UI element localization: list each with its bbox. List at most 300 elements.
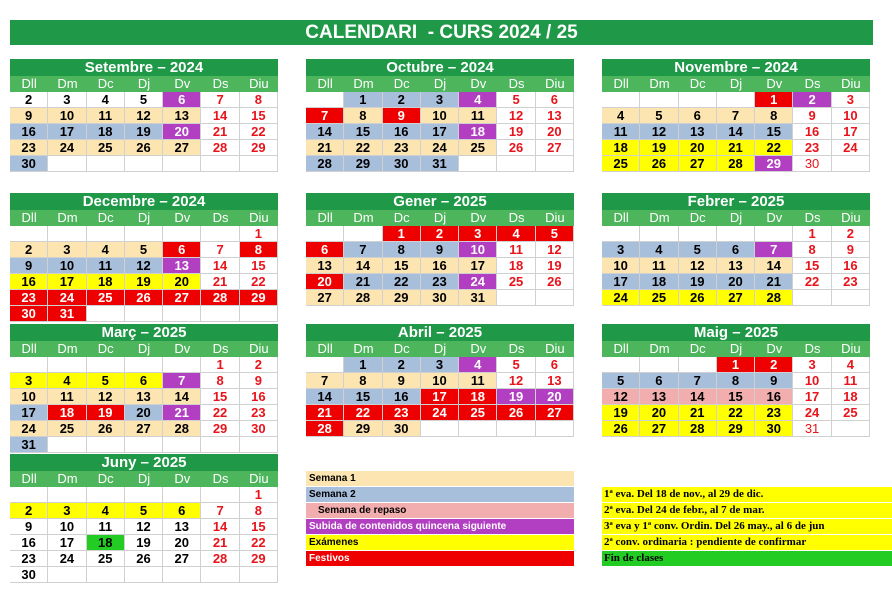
day-cell: 20 [163, 535, 201, 551]
day-cell: 22 [717, 405, 755, 421]
day-cell: 28 [201, 290, 239, 306]
day-cell: 11 [87, 519, 125, 535]
day-cell [344, 226, 382, 242]
day-cell: 1 [344, 92, 382, 108]
day-cell: 31 [459, 290, 497, 306]
day-cell: 10 [793, 373, 831, 389]
month-grid [10, 471, 278, 583]
day-cell: 11 [459, 373, 497, 389]
day-cell: 27 [640, 421, 678, 437]
weekday-header: Dll [10, 471, 48, 487]
day-cell [48, 437, 86, 453]
day-cell: 13 [679, 124, 717, 140]
day-cell: 20 [536, 124, 574, 140]
day-cell: 14 [755, 258, 793, 274]
day-cell: 5 [497, 357, 535, 373]
day-cell [832, 421, 870, 437]
day-cell: 8 [793, 242, 831, 258]
day-cell: 22 [240, 535, 278, 551]
month-title: Decembre – 2024 [10, 193, 278, 210]
day-cell: 13 [536, 108, 574, 124]
day-cell: 19 [87, 405, 125, 421]
weekday-header: Dm [344, 76, 382, 92]
day-cell: 29 [717, 421, 755, 437]
day-cell: 26 [125, 140, 163, 156]
weekday-header: Dv [163, 471, 201, 487]
day-cell [602, 226, 640, 242]
day-cell [125, 156, 163, 172]
day-cell: 8 [240, 92, 278, 108]
day-cell: 5 [536, 226, 574, 242]
day-cell [125, 487, 163, 503]
day-cell: 14 [201, 519, 239, 535]
month-title: Març – 2025 [10, 324, 278, 341]
day-cell: 20 [125, 405, 163, 421]
weekday-header: Ds [793, 76, 831, 92]
weekday-header: Dc [87, 341, 125, 357]
day-cell [240, 567, 278, 583]
day-cell [87, 487, 125, 503]
day-cell: 19 [602, 405, 640, 421]
day-cell: 17 [421, 389, 459, 405]
day-cell: 22 [793, 274, 831, 290]
day-cell: 6 [163, 92, 201, 108]
weekday-header: Dc [679, 341, 717, 357]
weekday-header: Dc [679, 76, 717, 92]
day-cell: 29 [240, 290, 278, 306]
day-cell: 2 [240, 357, 278, 373]
day-cell: 14 [201, 258, 239, 274]
day-cell: 23 [10, 551, 48, 567]
day-cell: 13 [640, 389, 678, 405]
day-cell: 21 [717, 140, 755, 156]
day-cell: 17 [48, 124, 86, 140]
day-cell: 23 [10, 290, 48, 306]
weekday-header: Ds [201, 341, 239, 357]
day-cell: 30 [383, 156, 421, 172]
day-cell: 2 [10, 503, 48, 519]
weekday-header: Dv [163, 210, 201, 226]
month-grid [306, 341, 574, 437]
day-cell: 17 [602, 274, 640, 290]
day-cell [10, 357, 48, 373]
day-cell: 28 [344, 290, 382, 306]
day-cell: 28 [163, 421, 201, 437]
day-cell: 13 [163, 258, 201, 274]
day-cell: 30 [755, 421, 793, 437]
day-cell: 6 [163, 503, 201, 519]
day-cell: 15 [240, 519, 278, 535]
day-cell: 7 [201, 242, 239, 258]
day-cell: 15 [240, 108, 278, 124]
day-cell: 28 [679, 421, 717, 437]
day-cell: 14 [306, 389, 344, 405]
day-cell: 7 [755, 242, 793, 258]
day-cell: 25 [832, 405, 870, 421]
weekday-header: Dll [602, 210, 640, 226]
day-cell [201, 437, 239, 453]
day-cell [163, 226, 201, 242]
day-cell: 23 [421, 274, 459, 290]
day-cell: 18 [459, 389, 497, 405]
weekday-header: Dc [679, 210, 717, 226]
day-cell: 5 [87, 373, 125, 389]
weekday-header: Ds [793, 210, 831, 226]
legend-item: Subida de contenidos quincena siguiente [306, 519, 574, 534]
day-cell [163, 487, 201, 503]
weekday-header: Dv [459, 341, 497, 357]
day-cell [497, 156, 535, 172]
day-cell: 29 [344, 421, 382, 437]
day-cell: 18 [48, 405, 86, 421]
note-item: 2ª conv. ordinaria : pendiente de confirmar [602, 535, 892, 550]
day-cell: 24 [602, 290, 640, 306]
weekday-header: Ds [497, 341, 535, 357]
day-cell: 7 [201, 92, 239, 108]
month-block [10, 454, 278, 583]
legend-item: Semana de repaso [306, 503, 574, 518]
day-cell [306, 226, 344, 242]
day-cell: 27 [306, 290, 344, 306]
day-cell: 1 [240, 226, 278, 242]
day-cell: 24 [48, 140, 86, 156]
day-cell: 25 [459, 405, 497, 421]
day-cell: 12 [125, 108, 163, 124]
day-cell: 20 [163, 124, 201, 140]
day-cell: 18 [640, 274, 678, 290]
day-cell [87, 437, 125, 453]
day-cell: 6 [640, 373, 678, 389]
day-cell: 10 [832, 108, 870, 124]
day-cell [240, 156, 278, 172]
day-cell: 5 [125, 242, 163, 258]
day-cell: 11 [48, 389, 86, 405]
day-cell: 23 [240, 405, 278, 421]
day-cell: 6 [536, 92, 574, 108]
day-cell: 2 [832, 226, 870, 242]
day-cell: 17 [48, 274, 86, 290]
day-cell: 1 [793, 226, 831, 242]
day-cell: 17 [832, 124, 870, 140]
day-cell: 7 [679, 373, 717, 389]
day-cell [125, 357, 163, 373]
day-cell: 30 [240, 421, 278, 437]
day-cell: 2 [421, 226, 459, 242]
day-cell [536, 290, 574, 306]
day-cell: 20 [306, 274, 344, 290]
day-cell: 25 [87, 290, 125, 306]
day-cell: 25 [602, 156, 640, 172]
day-cell: 10 [459, 242, 497, 258]
note-item: 2ª eva. Del 24 de febr., al 7 de mar. [602, 503, 892, 518]
legend-item: Festivos [306, 551, 574, 566]
day-cell: 18 [602, 140, 640, 156]
day-cell: 17 [10, 405, 48, 421]
weekday-header: Diu [240, 471, 278, 487]
day-cell [306, 357, 344, 373]
day-cell: 27 [679, 156, 717, 172]
day-cell: 6 [125, 373, 163, 389]
weekday-header: Dj [717, 76, 755, 92]
legend-item: Semana 2 [306, 487, 574, 502]
weekday-header: Diu [536, 341, 574, 357]
day-cell: 13 [163, 108, 201, 124]
day-cell: 6 [163, 242, 201, 258]
month-grid [306, 76, 574, 172]
day-cell: 5 [602, 373, 640, 389]
weekday-header: Dj [421, 341, 459, 357]
day-cell: 2 [793, 92, 831, 108]
day-cell: 15 [201, 389, 239, 405]
day-cell: 7 [163, 373, 201, 389]
day-cell: 21 [306, 405, 344, 421]
day-cell: 29 [344, 156, 382, 172]
day-cell [87, 567, 125, 583]
day-cell: 18 [832, 389, 870, 405]
day-cell: 21 [201, 274, 239, 290]
day-cell: 28 [717, 156, 755, 172]
day-cell: 22 [344, 405, 382, 421]
day-cell: 22 [201, 405, 239, 421]
day-cell [48, 487, 86, 503]
month-block [602, 59, 870, 172]
legend-item: Semana 1 [306, 471, 574, 486]
month-block [306, 324, 574, 437]
day-cell: 31 [793, 421, 831, 437]
day-cell: 18 [497, 258, 535, 274]
day-cell: 19 [640, 140, 678, 156]
month-grid [10, 341, 278, 453]
day-cell: 10 [421, 108, 459, 124]
day-cell: 2 [383, 92, 421, 108]
day-cell: 26 [87, 421, 125, 437]
day-cell: 19 [125, 124, 163, 140]
day-cell: 25 [87, 140, 125, 156]
day-cell: 28 [755, 290, 793, 306]
day-cell: 3 [48, 242, 86, 258]
day-cell: 28 [201, 140, 239, 156]
weekday-header: Dll [10, 210, 48, 226]
day-cell: 8 [383, 242, 421, 258]
day-cell: 4 [459, 92, 497, 108]
day-cell [201, 487, 239, 503]
day-cell: 16 [240, 389, 278, 405]
day-cell: 5 [125, 92, 163, 108]
day-cell: 21 [201, 535, 239, 551]
day-cell: 9 [10, 108, 48, 124]
day-cell [48, 156, 86, 172]
month-title: Juny – 2025 [10, 454, 278, 471]
day-cell: 6 [679, 108, 717, 124]
day-cell: 13 [536, 373, 574, 389]
weekday-header: Ds [201, 471, 239, 487]
day-cell: 31 [48, 306, 86, 322]
month-block [10, 193, 278, 322]
day-cell: 30 [10, 156, 48, 172]
day-cell [421, 421, 459, 437]
weekday-header: Dc [383, 76, 421, 92]
weekday-header: Diu [240, 341, 278, 357]
day-cell [832, 156, 870, 172]
day-cell: 11 [640, 258, 678, 274]
day-cell [163, 567, 201, 583]
day-cell: 22 [240, 124, 278, 140]
legend-item: Exámenes [306, 535, 574, 550]
day-cell [497, 290, 535, 306]
day-cell: 24 [832, 140, 870, 156]
month-title: Octubre – 2024 [306, 59, 574, 76]
day-cell: 4 [602, 108, 640, 124]
day-cell: 28 [306, 421, 344, 437]
day-cell: 29 [383, 290, 421, 306]
day-cell: 3 [10, 373, 48, 389]
weekday-header: Ds [793, 341, 831, 357]
weekday-header: Dj [717, 210, 755, 226]
weekday-header: Dm [48, 471, 86, 487]
day-cell [679, 357, 717, 373]
day-cell: 19 [125, 274, 163, 290]
day-cell: 17 [48, 535, 86, 551]
day-cell: 2 [10, 92, 48, 108]
weekday-header: Ds [497, 210, 535, 226]
day-cell: 20 [536, 389, 574, 405]
weekday-header: Dj [125, 341, 163, 357]
day-cell: 16 [421, 258, 459, 274]
day-cell: 15 [793, 258, 831, 274]
day-cell: 16 [383, 389, 421, 405]
day-cell: 23 [832, 274, 870, 290]
day-cell: 15 [344, 124, 382, 140]
month-block [306, 59, 574, 172]
day-cell: 22 [755, 140, 793, 156]
weekday-header: Dj [421, 76, 459, 92]
day-cell: 4 [832, 357, 870, 373]
day-cell [125, 567, 163, 583]
month-grid [306, 210, 574, 306]
weekday-header: Diu [240, 210, 278, 226]
month-grid [10, 76, 278, 172]
weekday-header: Dc [87, 471, 125, 487]
day-cell: 1 [755, 92, 793, 108]
day-cell: 14 [163, 389, 201, 405]
note-item: 3ª eva y 1ª conv. Ordin. Del 26 may., al 6 de jun [602, 519, 892, 534]
weekday-header: Dll [306, 76, 344, 92]
day-cell: 4 [48, 373, 86, 389]
day-cell: 27 [125, 421, 163, 437]
day-cell: 18 [87, 124, 125, 140]
day-cell: 28 [306, 156, 344, 172]
day-cell: 7 [201, 503, 239, 519]
day-cell: 5 [640, 108, 678, 124]
day-cell: 3 [421, 92, 459, 108]
day-cell: 14 [344, 258, 382, 274]
day-cell: 11 [87, 258, 125, 274]
day-cell: 6 [536, 357, 574, 373]
day-cell: 8 [201, 373, 239, 389]
day-cell: 21 [344, 274, 382, 290]
month-block [602, 324, 870, 437]
day-cell: 26 [679, 290, 717, 306]
day-cell: 8 [717, 373, 755, 389]
day-cell: 9 [793, 108, 831, 124]
day-cell: 9 [383, 108, 421, 124]
weekday-header: Dm [640, 341, 678, 357]
day-cell: 27 [536, 405, 574, 421]
day-cell: 25 [640, 290, 678, 306]
day-cell: 27 [536, 140, 574, 156]
day-cell: 3 [48, 92, 86, 108]
weekday-header: Dm [48, 210, 86, 226]
weekday-header: Dj [125, 471, 163, 487]
day-cell: 26 [640, 156, 678, 172]
day-cell: 15 [240, 258, 278, 274]
day-cell: 27 [163, 290, 201, 306]
day-cell [717, 226, 755, 242]
month-block [10, 324, 278, 453]
day-cell: 9 [421, 242, 459, 258]
day-cell: 30 [383, 421, 421, 437]
day-cell: 8 [240, 242, 278, 258]
day-cell: 14 [306, 124, 344, 140]
note-item: 1ª eva. Del 18 de nov., al 29 de dic. [602, 487, 892, 502]
day-cell: 16 [383, 124, 421, 140]
day-cell: 10 [48, 258, 86, 274]
day-cell: 19 [536, 258, 574, 274]
day-cell: 1 [201, 357, 239, 373]
day-cell: 24 [793, 405, 831, 421]
weekday-header: Dv [755, 341, 793, 357]
day-cell: 14 [679, 389, 717, 405]
day-cell: 10 [48, 519, 86, 535]
day-cell [125, 226, 163, 242]
weekday-header: Diu [536, 210, 574, 226]
day-cell: 22 [240, 274, 278, 290]
weekday-header: Ds [497, 76, 535, 92]
weekday-header: Dv [163, 341, 201, 357]
day-cell: 15 [755, 124, 793, 140]
day-cell: 26 [497, 140, 535, 156]
day-cell: 25 [48, 421, 86, 437]
day-cell: 7 [306, 108, 344, 124]
day-cell: 16 [10, 274, 48, 290]
day-cell: 9 [10, 519, 48, 535]
day-cell: 12 [497, 373, 535, 389]
weekday-header: Diu [536, 76, 574, 92]
weekday-header: Dll [306, 210, 344, 226]
day-cell: 16 [10, 535, 48, 551]
day-cell: 21 [201, 124, 239, 140]
day-cell: 26 [125, 551, 163, 567]
day-cell: 2 [10, 242, 48, 258]
weekday-header: Dm [48, 76, 86, 92]
day-cell: 5 [679, 242, 717, 258]
weekday-header: Dc [87, 210, 125, 226]
day-cell [48, 357, 86, 373]
day-cell: 1 [240, 487, 278, 503]
day-cell [163, 357, 201, 373]
day-cell: 30 [10, 306, 48, 322]
day-cell: 5 [125, 503, 163, 519]
day-cell [755, 226, 793, 242]
day-cell: 4 [87, 503, 125, 519]
month-block [306, 193, 574, 306]
day-cell [163, 156, 201, 172]
weekday-header: Dm [48, 341, 86, 357]
day-cell: 7 [344, 242, 382, 258]
day-cell [459, 156, 497, 172]
month-block [10, 59, 278, 172]
month-grid [602, 210, 870, 306]
